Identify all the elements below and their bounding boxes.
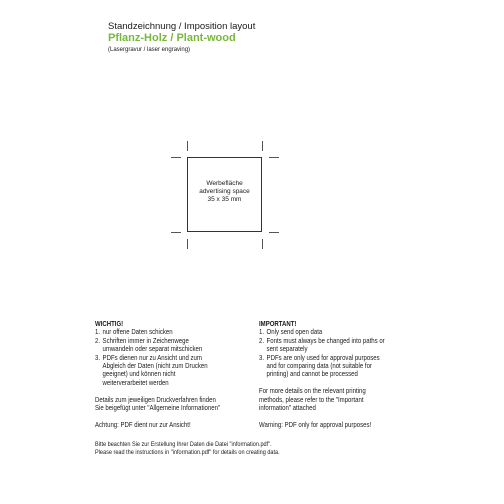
layout-title: Standzeichnung / Imposition layout: [108, 21, 256, 32]
list-item: 3. PDFs are only used for approval purposes and for comparing data (not suitable for printing) and cannot be processed: [259, 352, 380, 379]
notes-german-details: Details zum jeweiligen Druckverfahren finden Sie beigefügt unter "Allgemeine Informationen": [95, 394, 221, 413]
advertising-space-label: [188, 180, 261, 204]
notes-english: [259, 320, 385, 429]
list-item: 2. Fonts must always be changed into paths or sent separately: [259, 335, 385, 354]
product-name: Pflanz-Holz / Plant-wood: [108, 32, 236, 44]
crop-mark-bottom-left-v: [187, 239, 188, 249]
list-item: 1. nur offene Daten schicken: [95, 327, 173, 337]
list-item: 3. PDFs dienen nur zu Ansicht und zum Abgleich der Daten (nicht zum Drucken geeignet) und können nicht weiterverarbeitet werden: [95, 352, 208, 387]
footer-note: [95, 441, 280, 457]
notes-english-warning: Warning: PDF only for approval purposes!: [259, 419, 372, 429]
crop-mark-top-right-h: [269, 157, 279, 158]
crop-mark-top-left-v: [187, 141, 188, 151]
notes-english-details: For more details on the relevant printing methods, please refer to the "Important information" attached: [259, 386, 366, 413]
crop-mark-bottom-left-h: [171, 232, 181, 233]
list-item: 1. Only send open data: [259, 327, 323, 337]
notes-german-list: [95, 328, 221, 387]
label-line-en: advertising space: [199, 188, 250, 195]
crop-mark-top-left-h: [171, 157, 181, 158]
notes-english-list: [259, 328, 385, 378]
crop-mark-bottom-right-v: [262, 239, 263, 249]
engraving-note: (Lasergravur / laser engraving): [108, 47, 191, 53]
crop-mark-top-right-v: [262, 141, 263, 151]
notes-german-heading: WICHTIG!: [95, 319, 124, 328]
footer-line-en: Please read the instructions in "information.pdf" for details on creating data.: [95, 448, 280, 456]
notes-german-warning: Achtung: PDF dient nur zur Ansicht!: [95, 419, 191, 429]
list-item: 2. Schriften immer in Zeichenwege umwandeln oder separat mitschicken: [95, 335, 203, 354]
label-line-de: Werbefläche: [206, 180, 243, 187]
advertising-space-frame: [187, 157, 262, 232]
label-line-size: 35 x 35 mm: [207, 196, 242, 203]
imposition-drawing: [171, 141, 279, 249]
notes-german: [95, 320, 221, 429]
crop-mark-bottom-right-h: [269, 232, 279, 233]
document-header: [108, 21, 255, 55]
footer-line-de: Bitte beachten Sie zur Erstellung Ihrer Daten die Datei "information.pdf".: [95, 441, 272, 448]
notes-english-heading: IMPORTANT!: [259, 319, 297, 328]
